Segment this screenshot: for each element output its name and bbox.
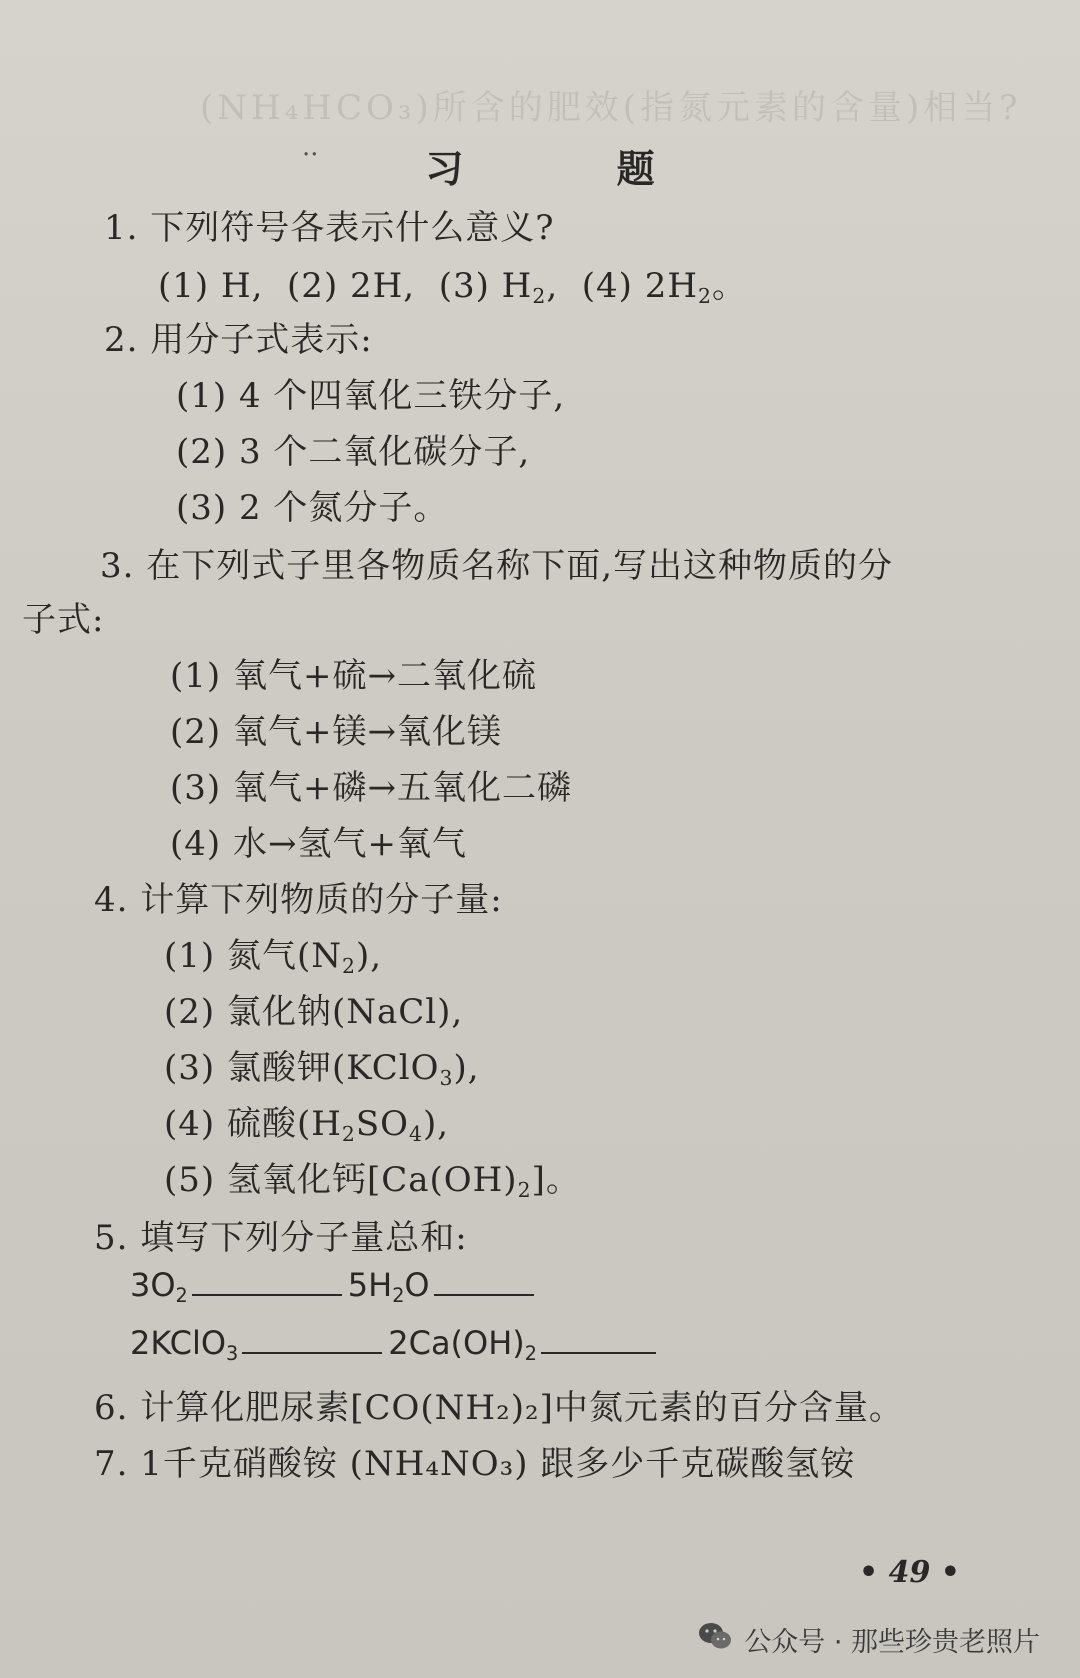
- page-number: • 49 •: [859, 1555, 960, 1590]
- question-2: 2. 用分子式表示:: [104, 320, 373, 360]
- answer-blank: [192, 1268, 342, 1296]
- question-6: 6. 计算化肥尿素[CO(NH₂)₂]中氮元素的百分含量。: [94, 1388, 904, 1428]
- question-4-item-3: (3) 氯酸钾(KClO$_3$),: [164, 1048, 480, 1091]
- question-3-item-3: (3) 氧气+磷→五氧化二磷: [170, 768, 572, 808]
- question-5-row-1: $3O_2$ $5H_2O$: [130, 1266, 540, 1307]
- question-4: 4. 计算下列物质的分子量:: [94, 880, 503, 920]
- wechat-icon: [698, 1621, 732, 1658]
- question-2-item-2: (2) 3 个二氧化碳分子,: [176, 432, 531, 472]
- question-1-items: (1) H, (2) 2H, (3) $H_2$, (4) $2H_2$。: [158, 266, 747, 309]
- question-5: 5. 填写下列分子量总和:: [94, 1218, 468, 1258]
- question-5-row-2: 2KClO$_3$ $2Ca(OH)_2$: [130, 1324, 662, 1365]
- question-4-item-4: (4) 硫酸$(H_2SO_4)$,: [164, 1104, 450, 1147]
- question-4-item-2: (2) 氯化钠(NaCl),: [164, 992, 464, 1032]
- question-2-item-1: (1) 4 个四氧化三铁分子,: [176, 376, 566, 416]
- answer-blank: [242, 1326, 382, 1354]
- page-title: 习 题: [425, 146, 725, 191]
- watermark: [698, 1620, 1040, 1659]
- bleed-through-text: (NH₄HCO₃)所含的肥效(指氮元素的含量)相当?: [200, 88, 1022, 128]
- question-3: 3. 在下列式子里各物质名称下面,写出这种物质的分: [100, 546, 894, 586]
- question-3-item-2: (2) 氧气+镁→氧化镁: [170, 712, 502, 752]
- decorative-dots: ··: [302, 140, 319, 170]
- question-7: 7. 1千克硝酸铵 (NH₄NO₃) 跟多少千克碳酸氢铵: [94, 1444, 856, 1484]
- answer-blank: [541, 1326, 656, 1354]
- question-2-item-3: (3) 2 个氮分子。: [176, 488, 449, 528]
- question-4-item-1: (1) 氮气$(N_2)$,: [164, 936, 383, 979]
- question-3-continued: 子式:: [22, 600, 105, 640]
- question-3-item-1: (1) 氧气+硫→二氧化硫: [170, 656, 537, 696]
- question-4-item-5: (5) 氢氧化钙$[Ca(OH)_2]$。: [164, 1160, 581, 1203]
- watermark-text: 公众号 · 那些珍贵老照片: [744, 1627, 1040, 1658]
- question-3-item-4: (4) 水→氢气+氧气: [170, 824, 467, 864]
- answer-blank: [434, 1268, 534, 1296]
- question-1: 1. 下列符号各表示什么意义?: [104, 208, 555, 248]
